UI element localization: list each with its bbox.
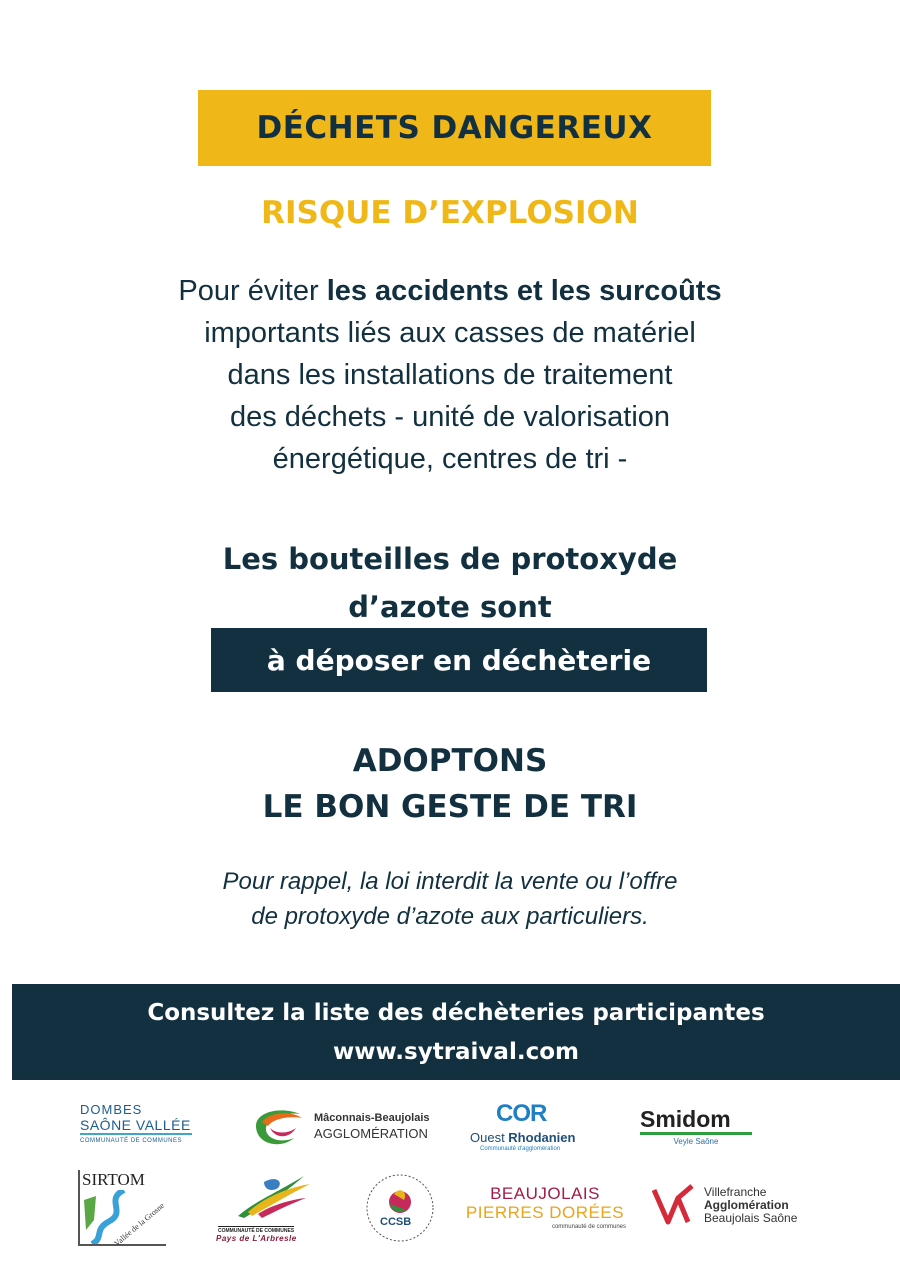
logo-ccsb bbox=[364, 1172, 436, 1244]
headline-line-2: d’azote sont bbox=[348, 590, 552, 624]
dombes-line-1: DOMBES bbox=[80, 1102, 143, 1117]
ccsb-line-1: CCSB bbox=[380, 1216, 412, 1228]
deposit-bar bbox=[211, 628, 707, 692]
intro-line-3: dans les installations de traitement bbox=[227, 359, 673, 391]
intro-line-2: importants liés aux casses de matériel bbox=[204, 317, 696, 349]
logo-smidom bbox=[640, 1106, 752, 1146]
river-icon bbox=[84, 1190, 144, 1244]
logo-pays-arbresle bbox=[214, 1172, 326, 1246]
cor-line-2: Communauté d'agglomération bbox=[480, 1146, 561, 1152]
villefranche-line-3: Beaujolais Saône bbox=[704, 1211, 798, 1225]
maconnais-line-2: AGGLOMÉRATION bbox=[314, 1126, 428, 1141]
maconnais-line-1: Mâconnais-Beaujolais bbox=[314, 1112, 430, 1124]
logo-cor-ouest-rhodanien bbox=[470, 1100, 582, 1154]
smidom-line-1: Smidom bbox=[640, 1106, 752, 1135]
subtitle: RISQUE D’EXPLOSION bbox=[261, 195, 639, 231]
dombes-line-3: COMMUNAUTÉ DE COMMUNES bbox=[80, 1138, 182, 1144]
footer-bar bbox=[12, 984, 900, 1080]
reminder-line-2: de protoxyde d’azote aux particuliers. bbox=[251, 903, 649, 930]
cor-line-1a: Ouest bbox=[470, 1130, 509, 1145]
arbresle-line-1: COMMUNAUTÉ DE COMMUNES bbox=[218, 1228, 295, 1234]
adopt-heading bbox=[0, 738, 900, 830]
logo-villefranche-agglomeration bbox=[652, 1182, 824, 1232]
headline-line-1: Les bouteilles de protoxyde bbox=[222, 542, 678, 576]
reminder-line-1: Pour rappel, la loi interdit la vente ou l’offre bbox=[222, 868, 678, 895]
villefranche-line-2: Agglomération bbox=[704, 1198, 789, 1212]
footer-text: Consultez la liste des déchèteries participantes bbox=[147, 1000, 765, 1026]
logo-maconnais-beaujolais bbox=[250, 1104, 440, 1148]
cor-line-1b: Rhodanien bbox=[508, 1130, 576, 1145]
adopt-line-1: ADOPTONS bbox=[352, 743, 548, 779]
cor-mark-icon: COR bbox=[496, 1100, 547, 1127]
arbresle-swoosh-icon bbox=[234, 1172, 314, 1222]
villefranche-line-1: Villefranche bbox=[704, 1185, 767, 1199]
intro-line-1 bbox=[100, 270, 800, 312]
ccsb-emblem-icon bbox=[364, 1172, 436, 1244]
beaujolais-line-3: communauté de communes bbox=[551, 1224, 626, 1230]
title: DÉCHETS DANGEREUX bbox=[256, 110, 653, 146]
arbresle-line-2: Pays de L'Arbresle bbox=[216, 1234, 297, 1243]
beaujolais-line-1: BEAUJOLAIS bbox=[490, 1184, 600, 1203]
sirtom-line-1: SIRTOM bbox=[82, 1170, 145, 1189]
maconnais-swoosh-icon bbox=[250, 1104, 306, 1148]
logo-sirtom bbox=[78, 1170, 167, 1249]
intro-line-5: énergétique, centres de tri - bbox=[272, 443, 628, 475]
reminder bbox=[0, 864, 900, 934]
cor-line-1 bbox=[470, 1130, 575, 1145]
sirtom-line-2: Vallée de la Grosne bbox=[112, 1200, 167, 1249]
adopt-line-2: LE BON GESTE DE TRI bbox=[262, 789, 638, 825]
intro-bold: les accidents et les surcoûts bbox=[326, 275, 722, 307]
logo-beaujolais-pierres-dorees bbox=[464, 1184, 626, 1234]
beaujolais-line-2: PIERRES DORÉES bbox=[465, 1203, 625, 1222]
intro-line-4: des déchets - unité de valorisation bbox=[229, 401, 671, 433]
dombes-line-2: SAÔNE VALLÉE bbox=[80, 1117, 191, 1133]
logo-dombes-saone-vallee bbox=[80, 1102, 192, 1152]
title-banner bbox=[198, 90, 711, 166]
headline bbox=[0, 535, 900, 631]
deposit-text: à déposer en déchèterie bbox=[266, 643, 652, 677]
smidom-line-2: Veyle Saône bbox=[673, 1137, 719, 1146]
footer-url-link[interactable]: www.sytraival.com bbox=[333, 1039, 579, 1065]
intro-prefix: Pour éviter bbox=[178, 275, 327, 307]
intro-paragraph bbox=[100, 270, 800, 480]
villefranche-va-icon bbox=[652, 1182, 702, 1230]
